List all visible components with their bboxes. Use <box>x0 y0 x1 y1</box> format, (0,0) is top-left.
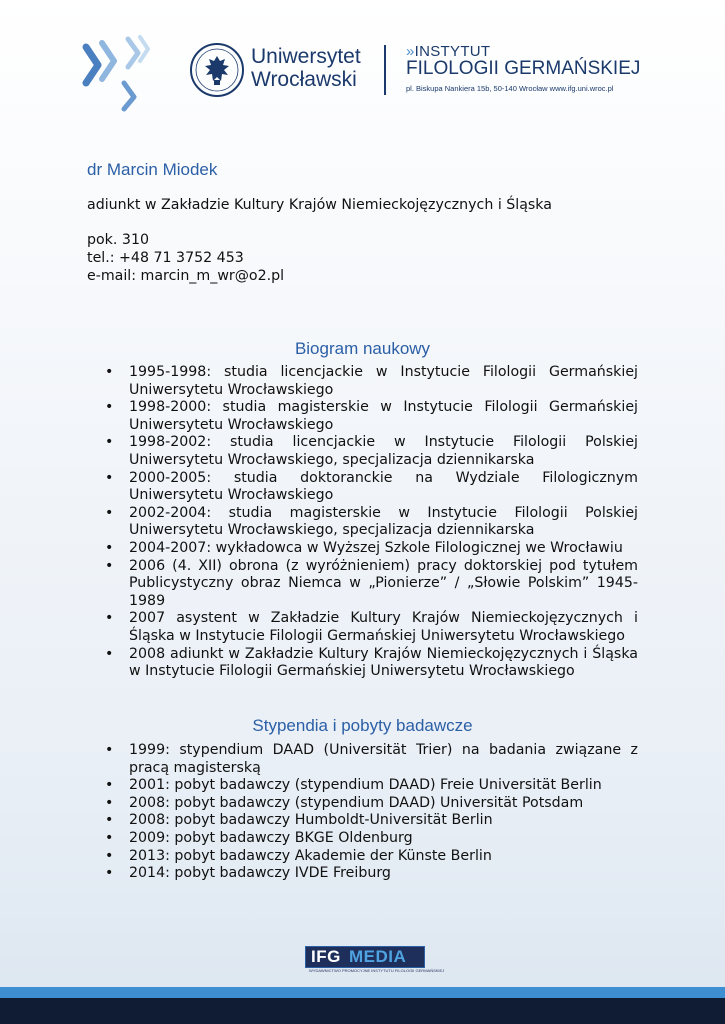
institute-address: pl. Biskupa Nankiera 15b, 50-140 Wrocław www.ifg.uni.wroc.pl <box>406 84 614 93</box>
institute-label-text: INSTYTUT <box>414 43 491 60</box>
logo-ifg-text: IFG <box>311 947 341 966</box>
university-name <box>251 45 361 91</box>
biogram-title: Biogram naukowy <box>294 339 431 358</box>
contact-block <box>87 231 284 285</box>
list-item: • 1998-2002: studia licencjackie w Instytucie Filologii Polskiej Uniwersytetu Wrocławskiego, specjalizacja dziennikarska <box>105 434 638 469</box>
list-item: • 2013: pobyt badawczy Akademie der Künste Berlin <box>105 848 638 866</box>
ifg-media-logo <box>305 946 445 973</box>
logo-media-text: MEDIA <box>349 947 407 966</box>
phone-number: tel.: +48 71 3752 453 <box>87 250 244 266</box>
list-item: • 1998-2000: studia magisterskie w Instytucie Filologii Germańskiej Uniwersytetu Wrocławskiego <box>105 399 638 434</box>
list-item: • 2009: pobyt badawczy BKGE Oldenburg <box>105 830 638 848</box>
room-number: pok. 310 <box>87 232 150 248</box>
list-item: • 2002-2004: studia magisterskie w Instytucie Filologii Polskiej Uniwersytetu Wrocławskiego, specjalizacja dziennikarska <box>105 505 638 540</box>
list-item: • 2008: pobyt badawczy (stypendium DAAD) Universität Potsdam <box>105 795 638 813</box>
person-name: dr Marcin Miodek <box>87 160 218 179</box>
list-item: • 2007 asystent w Zakładzie Kultury Krajów Niemieckojęzycznych i Śląska w Instytucie Filologii Germańskiej Uniwersytetu Wrocławskiego <box>105 610 638 645</box>
list-item: • 2004-2007: wykładowca w Wyższej Szkole Filologicznej we Wrocławiu <box>105 540 638 558</box>
email-address: e-mail: marcin_m_wr@o2.pl <box>87 268 285 284</box>
chevron-right-icon: » <box>406 43 415 60</box>
university-name-line2: Wrocławski <box>251 68 357 91</box>
university-seal-icon <box>189 42 245 98</box>
list-item: • 2008: pobyt badawczy Humboldt-Universität Berlin <box>105 812 638 830</box>
stypendia-title: Stypendia i pobyty badawcze <box>252 716 473 735</box>
chevron-arrows-icon <box>80 35 160 115</box>
institute-name: FILOLOGII GERMAŃSKIEJ <box>406 58 641 79</box>
list-item: • 2014: pobyt badawczy IVDE Freiburg <box>105 865 638 883</box>
list-item: • 1995-1998: studia licencjackie w Instytucie Filologii Germańskiej Uniwersytetu Wrocławskiego <box>105 364 638 399</box>
footer-stripe <box>0 987 725 998</box>
list-item: • 2006 (4. XII) obrona (z wyróżnieniem) pracy doktorskiej pod tytułem Publicystyczny obraz Niemca w „Pionierze” / „Słowie Polskim” 1945-1989 <box>105 558 638 611</box>
person-position: adiunkt w Zakładzie Kultury Krajów Niemieckojęzycznych i Śląska <box>87 197 552 213</box>
biogram-list <box>105 364 638 681</box>
university-name-line1: Uniwersytet <box>251 45 361 68</box>
footer-bar <box>0 998 725 1024</box>
list-item: • 2001: pobyt badawczy (stypendium DAAD) Freie Universität Berlin <box>105 777 638 795</box>
list-item: • 2008 adiunkt w Zakładzie Kultury Krajów Niemieckojęzycznych i Śląska w Instytucie Filologii Germańskiej Uniwersytetu Wrocławskiego <box>105 646 638 681</box>
header-divider <box>384 45 386 95</box>
list-item: • 2000-2005: studia doktoranckie na Wydziale Filologicznym Uniwersytetu Wrocławskiego <box>105 470 638 505</box>
list-item: • 1999: stypendium DAAD (Universität Trier) na badania związane z pracą magisterską <box>105 742 638 777</box>
stypendia-list <box>105 742 638 883</box>
logo-tagline: WYDAWNICTWO PROMOCYJNE INSTYTUTU FILOLOGII GERMAŃSKIEJ <box>309 968 445 973</box>
